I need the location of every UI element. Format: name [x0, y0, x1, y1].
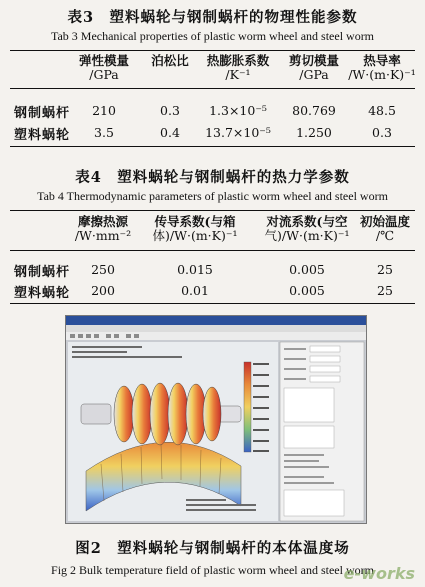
row-label: 钢制蜗杆 — [14, 106, 71, 121]
table-cell: 48.5 — [368, 103, 396, 118]
table4-header-cell — [140, 215, 250, 243]
row-label: 塑料蜗轮 — [14, 286, 71, 301]
figure-caption-en: Fig 2 Bulk temperature field of plastic worm wheel and steel worm — [51, 563, 374, 577]
table4-header-cell — [252, 215, 362, 243]
table-cell: 25 — [377, 283, 393, 298]
header-line: 热膨胀系数 — [206, 53, 270, 68]
row-label: 钢制蜗杆 — [14, 265, 71, 280]
temperature-legend — [244, 362, 251, 452]
header-line: 初始温度 — [359, 214, 410, 229]
table-cell: 3.5 — [94, 125, 114, 140]
table3-caption-en: Tab 3 Mechanical properties of plastic worm wheel and steel worm — [50, 29, 375, 43]
table-cell: 0.015 — [177, 262, 213, 277]
table-cell: 0.005 — [289, 262, 325, 277]
row-label: 塑料蜗轮 — [14, 128, 71, 143]
fea-screenshot — [65, 315, 367, 524]
title-bar — [66, 316, 366, 325]
table3-top-rule — [10, 50, 415, 51]
header-unit: /W·(m·K)⁻¹ — [348, 67, 416, 82]
menu-bar — [66, 325, 366, 332]
header-unit: /GPa — [299, 67, 329, 82]
table4-caption-en: Tab 4 Thermodynamic parameters of plastic worm wheel and steel worm — [37, 189, 388, 203]
table3-bottom-rule — [10, 146, 415, 147]
header-line: 泊松比 — [151, 53, 189, 68]
table3-mid-rule — [10, 88, 415, 89]
table4-mid-rule — [10, 250, 415, 251]
table3-header-cell — [196, 54, 280, 82]
table-cell: 25 — [377, 262, 393, 277]
table4-caption-cn: 表4 塑料蜗轮与钢制蜗杆的热力学参数 — [75, 169, 350, 186]
table-cell: 0.005 — [289, 283, 325, 298]
header-line: 弹性模量 — [78, 53, 129, 68]
table-cell: 200 — [91, 283, 115, 298]
header-unit: /℃ — [375, 228, 395, 243]
table-cell: 0.3 — [372, 125, 392, 140]
table-cell: 80.769 — [292, 103, 336, 118]
table3-header-cell — [70, 54, 138, 82]
header-line: 传导系数(与箱 — [154, 214, 236, 229]
header-line: 对流系数(与空 — [266, 214, 348, 229]
watermark-logo: e-works — [343, 564, 415, 583]
header-line: 剪切模量 — [288, 53, 339, 68]
table4-header-cell — [66, 215, 140, 243]
table3-header-cell — [140, 54, 200, 68]
header-line: 摩擦热源 — [77, 214, 128, 229]
table-cell: 250 — [91, 262, 115, 277]
table-cell: 0.3 — [160, 103, 180, 118]
figure-caption-cn: 图2 塑料蜗轮与钢制蜗杆的本体温度场 — [75, 540, 350, 557]
table-cell: 210 — [92, 103, 116, 118]
table-cell: 1.3×10⁻⁵ — [209, 103, 267, 118]
table4-header-cell — [352, 215, 418, 243]
table-cell: 0.01 — [181, 283, 209, 298]
table-cell: 13.7×10⁻⁵ — [205, 125, 271, 140]
header-unit: /GPa — [89, 67, 119, 82]
worm-shaft — [81, 404, 111, 424]
header-unit: 气)/W·(m·K)⁻¹ — [264, 228, 350, 243]
header-line: 热导率 — [363, 53, 401, 68]
table-cell: 1.250 — [296, 125, 332, 140]
table3-caption-cn: 表3 塑料蜗轮与钢制蜗杆的物理性能参数 — [67, 9, 358, 26]
table3-header-cell — [340, 54, 424, 82]
table4-bottom-rule — [10, 303, 415, 304]
header-unit: /W·mm⁻² — [74, 228, 132, 243]
header-unit: /K⁻¹ — [225, 67, 251, 82]
header-unit: 体)/W·(m·K)⁻¹ — [152, 228, 238, 243]
table3-header-cell — [282, 54, 346, 82]
table-cell: 0.4 — [160, 125, 180, 140]
table4-top-rule — [10, 210, 415, 211]
fea-screenshot-image — [66, 316, 366, 523]
